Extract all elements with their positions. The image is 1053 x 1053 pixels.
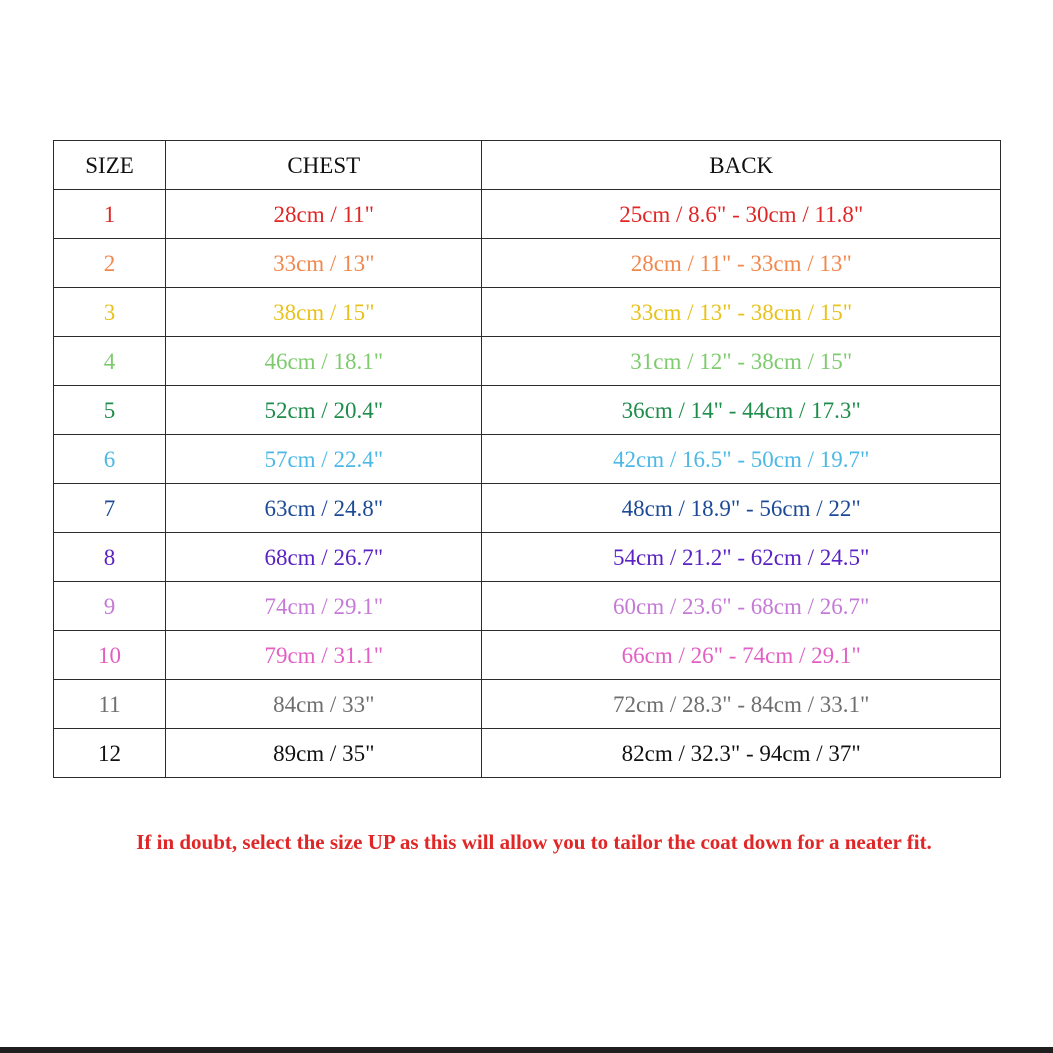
size-cell: 12 [54, 729, 166, 778]
back-cell: 28cm / 11" - 33cm / 13" [482, 239, 1001, 288]
size-cell: 9 [54, 582, 166, 631]
chest-cell: 79cm / 31.1" [166, 631, 482, 680]
table-row [54, 435, 1001, 484]
back-cell: 42cm / 16.5" - 50cm / 19.7" [482, 435, 1001, 484]
size-cell: 1 [54, 190, 166, 239]
chest-cell: 33cm / 13" [166, 239, 482, 288]
chest-cell: 63cm / 24.8" [166, 484, 482, 533]
sizing-advice-note: If in doubt, select the size UP as this will allow you to tailor the coat down for a neater fit. [136, 830, 932, 854]
table-row [54, 386, 1001, 435]
back-cell: 72cm / 28.3" - 84cm / 33.1" [482, 680, 1001, 729]
table-row [54, 337, 1001, 386]
chest-cell: 46cm / 18.1" [166, 337, 482, 386]
size-cell: 7 [54, 484, 166, 533]
chest-cell: 84cm / 33" [166, 680, 482, 729]
back-cell: 60cm / 23.6" - 68cm / 26.7" [482, 582, 1001, 631]
chest-cell: 68cm / 26.7" [166, 533, 482, 582]
header-size: SIZE [54, 141, 166, 190]
size-cell: 2 [54, 239, 166, 288]
table-row [54, 582, 1001, 631]
back-cell: 31cm / 12" - 38cm / 15" [482, 337, 1001, 386]
table-row [54, 190, 1001, 239]
size-cell: 8 [54, 533, 166, 582]
chest-cell: 89cm / 35" [166, 729, 482, 778]
back-cell: 36cm / 14" - 44cm / 17.3" [482, 386, 1001, 435]
back-cell: 48cm / 18.9" - 56cm / 22" [482, 484, 1001, 533]
table-row [54, 631, 1001, 680]
bottom-edge-bar [0, 1047, 1053, 1053]
table-row [54, 288, 1001, 337]
back-cell: 82cm / 32.3" - 94cm / 37" [482, 729, 1001, 778]
chest-cell: 28cm / 11" [166, 190, 482, 239]
size-cell: 5 [54, 386, 166, 435]
chest-cell: 57cm / 22.4" [166, 435, 482, 484]
back-cell: 33cm / 13" - 38cm / 15" [482, 288, 1001, 337]
back-cell: 54cm / 21.2" - 62cm / 24.5" [482, 533, 1001, 582]
size-cell: 10 [54, 631, 166, 680]
back-cell: 66cm / 26" - 74cm / 29.1" [482, 631, 1001, 680]
size-cell: 6 [54, 435, 166, 484]
table-header-row [54, 141, 1001, 190]
chest-cell: 52cm / 20.4" [166, 386, 482, 435]
size-cell: 3 [54, 288, 166, 337]
table-row [54, 239, 1001, 288]
back-cell: 25cm / 8.6" - 30cm / 11.8" [482, 190, 1001, 239]
header-back: BACK [482, 141, 1001, 190]
table-row [54, 533, 1001, 582]
size-cell: 11 [54, 680, 166, 729]
header-chest: CHEST [166, 141, 482, 190]
chest-cell: 74cm / 29.1" [166, 582, 482, 631]
table-row [54, 484, 1001, 533]
size-cell: 4 [54, 337, 166, 386]
table-row [54, 680, 1001, 729]
size-chart-table [53, 140, 1001, 778]
chest-cell: 38cm / 15" [166, 288, 482, 337]
table-row [54, 729, 1001, 778]
